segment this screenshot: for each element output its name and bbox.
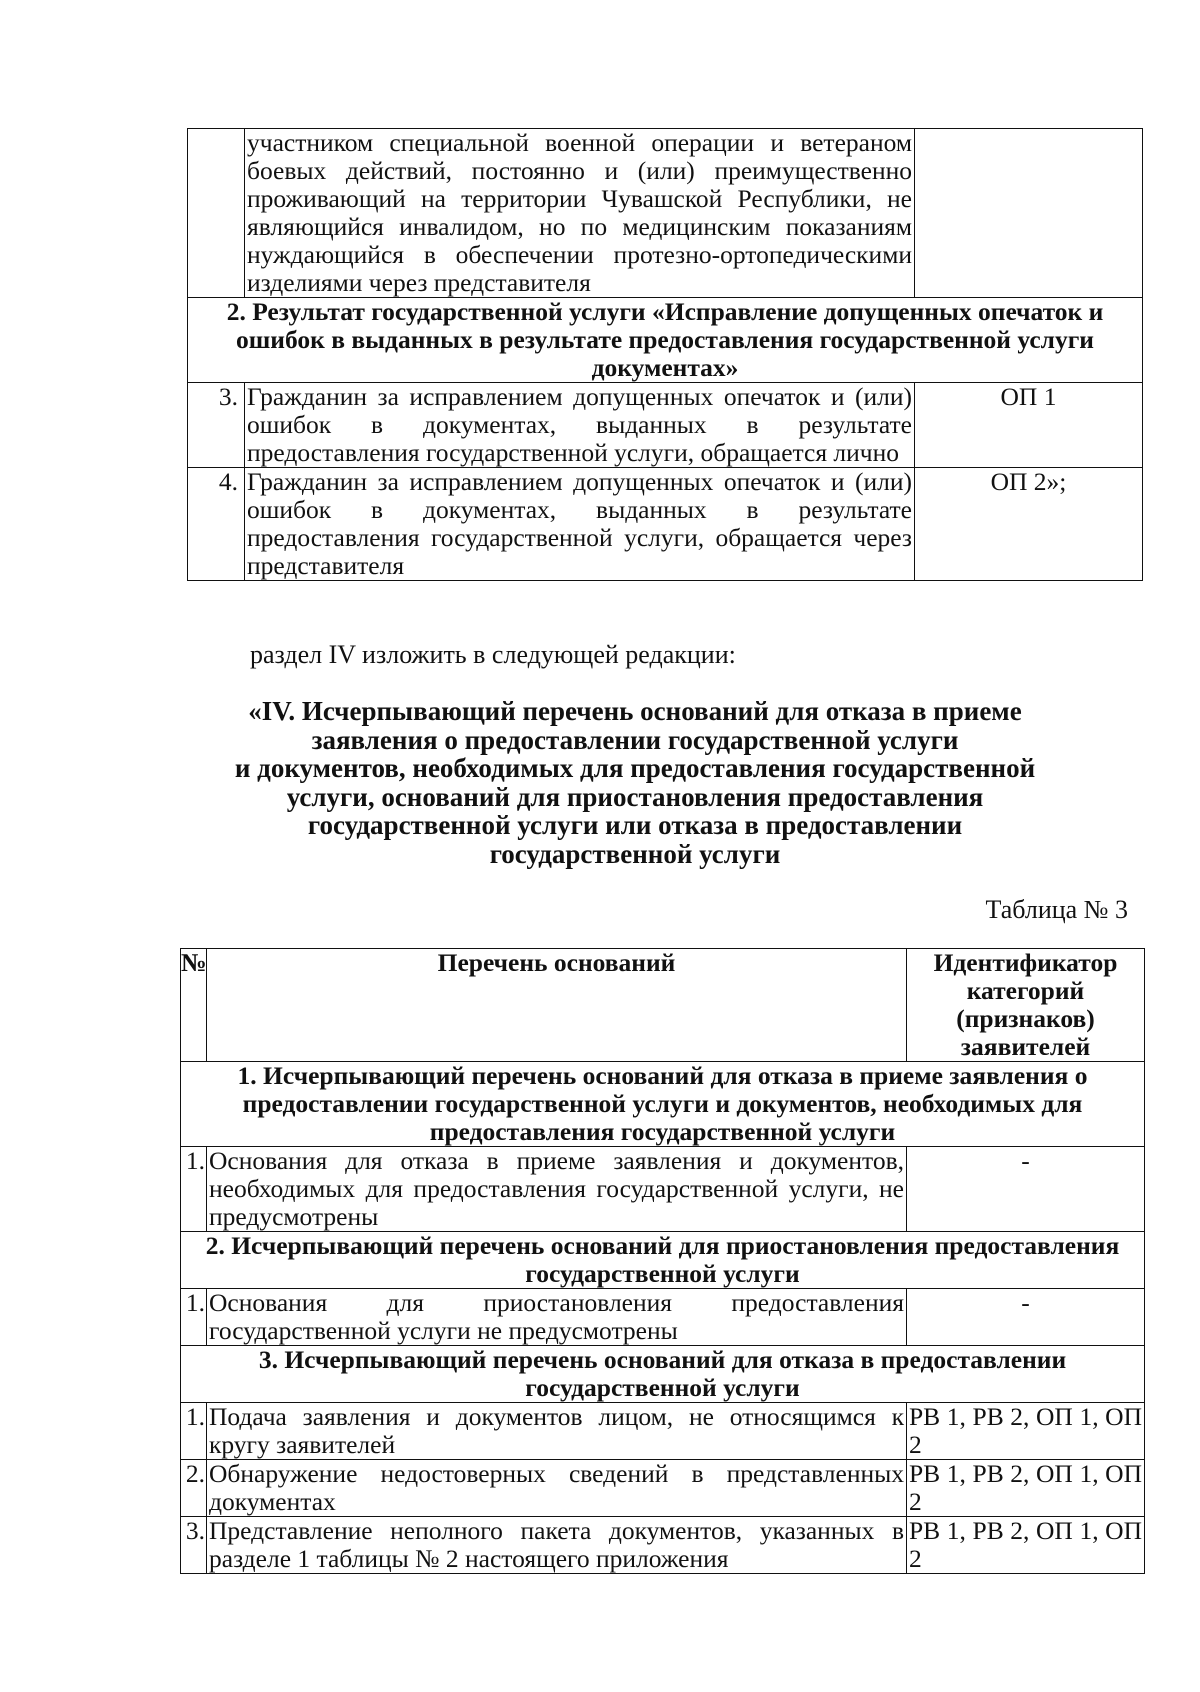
row-text: Гражданин за исправлением допущенных опечаток и (или) ошибок в документах, выданных в результате предоставления государственной услуги, обращается лично bbox=[245, 383, 915, 468]
table-row bbox=[181, 1289, 1145, 1346]
table-row bbox=[181, 1517, 1145, 1574]
table-row bbox=[181, 1403, 1145, 1460]
table-row bbox=[188, 129, 1143, 298]
heading-line: заявления о предоставлении государственной услуги bbox=[311, 724, 959, 755]
row-number: 2. bbox=[181, 1460, 207, 1517]
header-reasons: Перечень оснований bbox=[207, 949, 907, 1062]
row-identifier: РВ 1, РВ 2, ОП 1, ОП 2 bbox=[907, 1460, 1145, 1517]
row-number: 1. bbox=[181, 1147, 207, 1232]
section-row bbox=[181, 1062, 1145, 1147]
row-identifier: - bbox=[907, 1147, 1145, 1232]
row-identifier: РВ 1, РВ 2, ОП 1, ОП 2 bbox=[907, 1517, 1145, 1574]
grounds-table bbox=[180, 948, 1145, 1574]
section-row bbox=[181, 1346, 1145, 1403]
heading-line: услуги, оснований для приостановления предоставления bbox=[286, 781, 984, 812]
instruction-paragraph: раздел IV изложить в следующей редакции: bbox=[250, 640, 736, 669]
row-number bbox=[188, 129, 245, 298]
row-number: 1. bbox=[181, 1289, 207, 1346]
heading-line: «IV. Исчерпывающий перечень оснований для отказа в приеме bbox=[248, 696, 1022, 726]
header-number: № bbox=[181, 949, 207, 1062]
heading-line: государственной услуги или отказа в предоставлении bbox=[307, 810, 963, 840]
table-row bbox=[188, 468, 1143, 581]
row-number: 1. bbox=[181, 1403, 207, 1460]
row-identifier: ОП 1 bbox=[915, 383, 1143, 468]
section-heading bbox=[190, 697, 1080, 868]
header-row bbox=[181, 949, 1145, 1062]
row-identifier bbox=[915, 129, 1143, 298]
row-text: участником специальной военной операции и ветераном боевых действий, постоянно и (или) преимущественно проживающий на территории Чувашской Республики, не являющийся инвалидом, но по медицинским показаниям нуждающийся в обеспечении протезно-ортопедическими изделиями через представителя bbox=[245, 129, 915, 298]
row-identifier: - bbox=[907, 1289, 1145, 1346]
row-text: Основания для отказа в приеме заявления и документов, необходимых для предоставления государственной услуги, не предусмотрены bbox=[207, 1147, 907, 1232]
section-row bbox=[188, 298, 1143, 383]
table-row bbox=[181, 1147, 1145, 1232]
row-number: 3. bbox=[181, 1517, 207, 1574]
header-identifier: Идентификатор категорий (признаков) заявителей bbox=[907, 949, 1145, 1062]
table-row bbox=[188, 383, 1143, 468]
table-row bbox=[181, 1460, 1145, 1517]
results-table bbox=[187, 128, 1143, 581]
section-title: 3. Исчерпывающий перечень оснований для отказа в предоставлении государственной услуги bbox=[181, 1346, 1145, 1403]
row-number: 3. bbox=[188, 383, 245, 468]
section-title: 1. Исчерпывающий перечень оснований для отказа в приеме заявления о предоставлении государственной услуги и документов, необходимых для предоставления государственной услуги bbox=[181, 1062, 1145, 1147]
section-title: 2. Результат государственной услуги «Исправление допущенных опечаток и ошибок в выданных в результате предоставления государственной услуги документах» bbox=[188, 298, 1143, 383]
row-text: Обнаружение недостоверных сведений в представленных документах bbox=[207, 1460, 907, 1517]
row-text: Подача заявления и документов лицом, не относящимся к кругу заявителей bbox=[207, 1403, 907, 1460]
row-identifier: ОП 2»; bbox=[915, 468, 1143, 581]
table-number: Таблица № 3 bbox=[985, 895, 1128, 924]
row-text: Основания для приостановления предоставления государственной услуги не предусмотрены bbox=[207, 1289, 907, 1346]
section-title: 2. Исчерпывающий перечень оснований для приостановления предоставления государственной услуги bbox=[181, 1232, 1145, 1289]
row-identifier: РВ 1, РВ 2, ОП 1, ОП 2 bbox=[907, 1403, 1145, 1460]
heading-line: государственной услуги bbox=[489, 838, 781, 869]
row-text: Представление неполного пакета документов, указанных в разделе 1 таблицы № 2 настоящего приложения bbox=[207, 1517, 907, 1574]
section-row bbox=[181, 1232, 1145, 1289]
row-text: Гражданин за исправлением допущенных опечаток и (или) ошибок в документах, выданных в результате предоставления государственной услуги, обращается через представителя bbox=[245, 468, 915, 581]
heading-line: и документов, необходимых для предоставления государственной bbox=[234, 753, 1036, 783]
row-number: 4. bbox=[188, 468, 245, 581]
